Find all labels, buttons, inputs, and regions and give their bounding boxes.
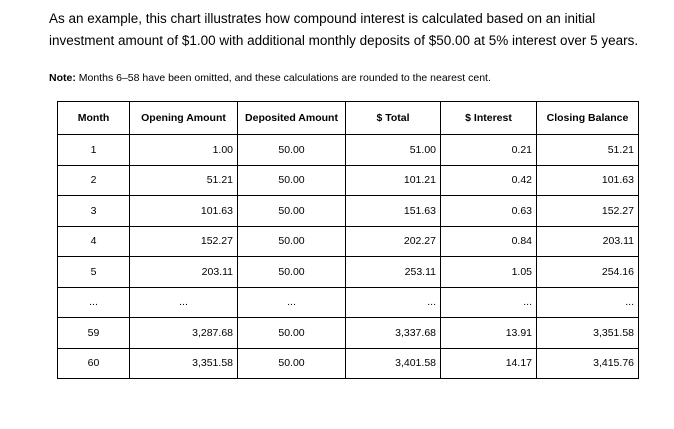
cell-total: 3,401.58	[346, 348, 441, 379]
cell-deposited-amount: 50.00	[238, 135, 346, 166]
cell-deposited-amount: 50.00	[238, 318, 346, 349]
cell-total: 101.21	[346, 165, 441, 196]
cell-closing-balance: 101.63	[537, 165, 639, 196]
note-text: Months 6–58 have been omitted, and these calculations are rounded to the nearest cent.	[75, 72, 491, 84]
cell-total: 151.63	[346, 196, 441, 227]
cell-interest: 14.17	[441, 348, 537, 379]
cell-interest: 0.84	[441, 226, 537, 257]
cell-deposited-amount: ...	[238, 287, 346, 318]
cell-month: 3	[58, 196, 130, 227]
note-label: Note:	[49, 72, 76, 84]
cell-opening-amount: 3,351.58	[130, 348, 238, 379]
cell-closing-balance: ...	[537, 287, 639, 318]
cell-interest: 0.21	[441, 135, 537, 166]
cell-deposited-amount: 50.00	[238, 257, 346, 288]
cell-interest: 0.63	[441, 196, 537, 227]
cell-opening-amount: 1.00	[130, 135, 238, 166]
intro-paragraph: As an example, this chart illustrates how compound interest is calculated based on an initial investment amount of $1.00 with additional monthly deposits of $50.00 at 5% interest over 5 years.	[49, 11, 639, 48]
header-total: $ Total	[346, 102, 441, 135]
cell-opening-amount: 152.27	[130, 226, 238, 257]
cell-total: 3,337.68	[346, 318, 441, 349]
table-row	[58, 196, 639, 227]
cell-month: 4	[58, 226, 130, 257]
table-row	[58, 165, 639, 196]
cell-month: 5	[58, 257, 130, 288]
cell-month: 60	[58, 348, 130, 379]
header-month: Month	[58, 102, 130, 135]
cell-opening-amount: 101.63	[130, 196, 238, 227]
cell-deposited-amount: 50.00	[238, 165, 346, 196]
table-row	[58, 257, 639, 288]
table-row	[58, 135, 639, 166]
header-closing-balance: Closing Balance	[537, 102, 639, 135]
compound-interest-table	[57, 101, 639, 379]
note-line	[49, 71, 491, 85]
table-header-row	[58, 102, 639, 135]
cell-total: ...	[346, 287, 441, 318]
cell-interest: ...	[441, 287, 537, 318]
cell-opening-amount: ...	[130, 287, 238, 318]
cell-opening-amount: 51.21	[130, 165, 238, 196]
cell-month: 59	[58, 318, 130, 349]
table-row	[58, 348, 639, 379]
header-deposited-amount: Deposited Amount	[238, 102, 346, 135]
cell-month: 1	[58, 135, 130, 166]
table-row	[58, 318, 639, 349]
header-opening-amount: Opening Amount	[130, 102, 238, 135]
cell-closing-balance: 51.21	[537, 135, 639, 166]
cell-total: 202.27	[346, 226, 441, 257]
cell-month: ...	[58, 287, 130, 318]
cell-total: 51.00	[346, 135, 441, 166]
table-row	[58, 287, 639, 318]
cell-opening-amount: 3,287.68	[130, 318, 238, 349]
cell-month: 2	[58, 165, 130, 196]
table-row	[58, 226, 639, 257]
cell-opening-amount: 203.11	[130, 257, 238, 288]
cell-closing-balance: 203.11	[537, 226, 639, 257]
cell-interest: 0.42	[441, 165, 537, 196]
cell-total: 253.11	[346, 257, 441, 288]
cell-closing-balance: 3,351.58	[537, 318, 639, 349]
cell-deposited-amount: 50.00	[238, 348, 346, 379]
cell-deposited-amount: 50.00	[238, 226, 346, 257]
header-interest: $ Interest	[441, 102, 537, 135]
cell-deposited-amount: 50.00	[238, 196, 346, 227]
cell-interest: 1.05	[441, 257, 537, 288]
cell-closing-balance: 152.27	[537, 196, 639, 227]
cell-closing-balance: 254.16	[537, 257, 639, 288]
cell-interest: 13.91	[441, 318, 537, 349]
cell-closing-balance: 3,415.76	[537, 348, 639, 379]
